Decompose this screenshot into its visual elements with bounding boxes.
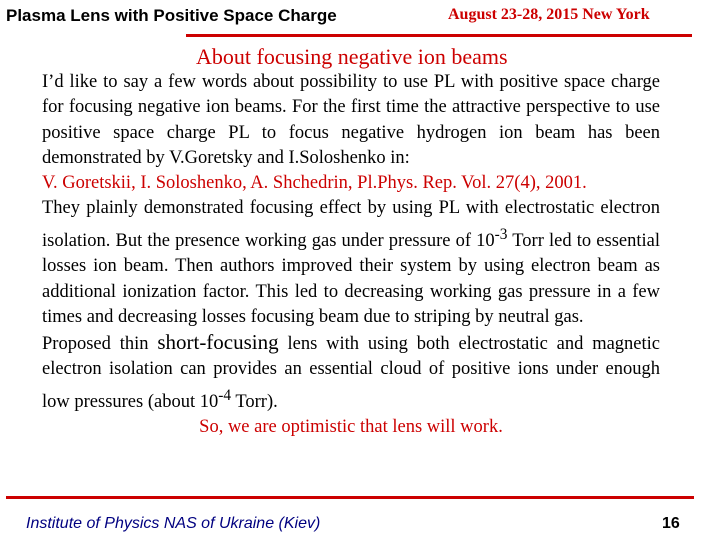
footer-divider <box>6 496 694 499</box>
page-number: 16 <box>662 515 680 532</box>
results-text-b: Torr led to essential losses ion beam. Then authors improved their system by using electron beam as additional ionization factor. This led to decreasing working gas pressure in a few times and decreasing losses focusing beam due to striping by neutral gas. <box>42 230 660 327</box>
pressure-exponent-1: -3 <box>494 225 508 243</box>
header-divider <box>186 34 692 37</box>
footer-institute: Institute of Physics NAS of Ukraine (Kiev) <box>26 515 321 532</box>
pressure-exponent-2: -4 <box>218 386 232 404</box>
slide-body <box>42 70 660 440</box>
header-title: Plasma Lens with Positive Space Charge <box>6 6 337 25</box>
results-text-a: They plainly demonstrated focusing effect by using PL with electrostatic electron isolation. But the presence working gas under pressure of 10 <box>42 198 660 251</box>
reference-text: V. Goretskii, I. Soloshenko, A. Shchedrin, Pl.Phys. Rep. Vol. 27(4), 2001. <box>42 173 587 194</box>
proposal-paragraph <box>42 330 660 415</box>
proposal-text-c: Torr). <box>231 391 278 412</box>
reference-citation <box>42 171 660 196</box>
conference-date-location: August 23-28, 2015 New York <box>448 6 650 23</box>
conclusion-line: So, we are optimistic that lens will work. <box>199 417 503 438</box>
results-paragraph <box>42 196 660 330</box>
proposal-text-a: Proposed thin <box>42 334 158 355</box>
proposal-text-b: lens with using both electrostatic and magnetic electron isolation can provides an essential cloud of positive ions under enough low pressures (about 10 <box>42 334 660 412</box>
intro-paragraph: I’d like to say a few words about possibility to use PL with positive space charge for focusing negative ion beams. For the first time the attractive perspective to use positive space charge PL to focus negative hydrogen ion beam has been demonstrated by V.Goretsky and I.Soloshenko in: <box>42 72 660 168</box>
short-focusing-term: short-focusing <box>157 330 279 355</box>
slide-subtitle: About focusing negative ion beams <box>196 44 508 69</box>
